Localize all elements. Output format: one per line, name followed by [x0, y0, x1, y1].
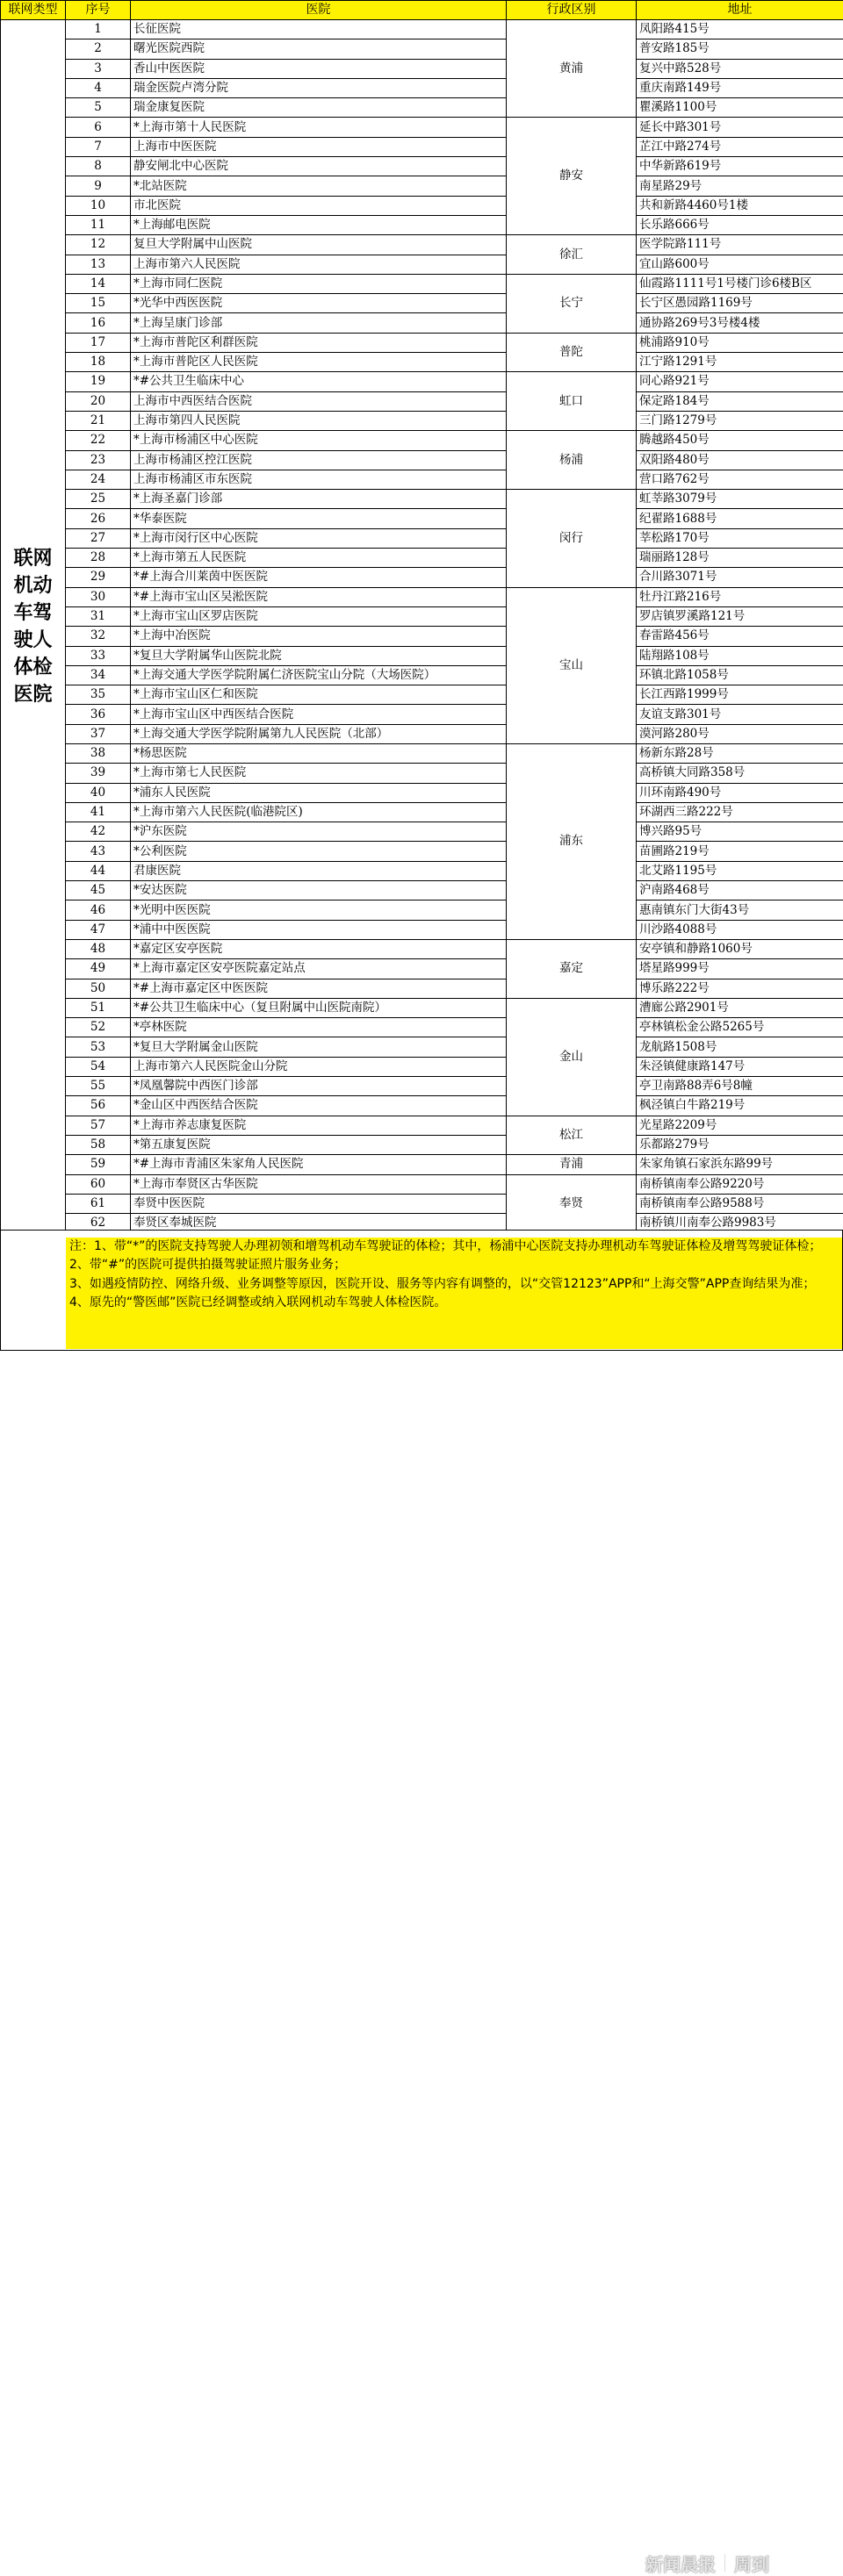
hospital-name: 复旦大学附属中山医院: [131, 235, 507, 255]
row-number: 48: [66, 939, 131, 958]
row-number: 46: [66, 901, 131, 920]
row-number: 45: [66, 881, 131, 901]
hospital-name: *上海市宝山区中西医结合医院: [131, 705, 507, 724]
table-row: [1, 1155, 843, 1174]
row-number: 28: [66, 549, 131, 568]
table-row: [1, 450, 843, 470]
note-line: 2、带“#”的医院可提供拍摄驾驶证照片服务业务；: [69, 1256, 839, 1274]
district-cell: 静安: [507, 118, 637, 235]
header-district: 行政区别: [507, 1, 637, 20]
hospital-name: *上海市同仁医院: [131, 274, 507, 293]
hospital-name: *复旦大学附属金山医院: [131, 1037, 507, 1057]
district-cell: 徐汇: [507, 235, 637, 275]
row-number: 4: [66, 78, 131, 97]
hospital-address: 普安路185号: [637, 39, 843, 59]
table-row: [1, 587, 843, 606]
hospital-name: 静安闸北中心医院: [131, 157, 507, 176]
hospital-address: 北艾路1195号: [637, 861, 843, 880]
hospital-address: 牡丹江路216号: [637, 587, 843, 606]
table-row: [1, 255, 843, 274]
table-row: [1, 196, 843, 215]
row-number: 9: [66, 176, 131, 196]
row-number: 57: [66, 1116, 131, 1135]
table-row: [1, 783, 843, 802]
table-row: [1, 979, 843, 998]
note-line: 3、如遇疫情防控、网络升级、业务调整等原因，医院开设、服务等内容有调整的，以“交管12123”APP和“上海交警”APP查询结果为准；: [69, 1275, 839, 1294]
row-number: 58: [66, 1135, 131, 1154]
table-row: [1, 294, 843, 313]
hospital-address: 腾越路450号: [637, 431, 843, 450]
table-row: [1, 391, 843, 411]
district-cell: 嘉定: [507, 939, 637, 998]
table-row: [1, 431, 843, 450]
table-row: [1, 235, 843, 255]
table-row: [1, 665, 843, 685]
row-number: 17: [66, 333, 131, 352]
hospital-name: *杨思医院: [131, 743, 507, 763]
hospital-address: 仙霞路1111号1号楼门诊6楼B区: [637, 274, 843, 293]
hospital-address: 枫泾镇白牛路219号: [637, 1096, 843, 1116]
table-row: [1, 1135, 843, 1154]
table-row: [1, 509, 843, 528]
table-row: [1, 490, 843, 509]
hospital-name: *上海邮电医院: [131, 215, 507, 234]
hospital-name: *亭林医院: [131, 1018, 507, 1037]
row-number: 15: [66, 294, 131, 313]
hospital-name: *华泰医院: [131, 509, 507, 528]
hospital-address: 凤阳路415号: [637, 20, 843, 39]
hospital-name: *公利医院: [131, 842, 507, 861]
row-number: 8: [66, 157, 131, 176]
district-cell: 金山: [507, 998, 637, 1116]
hospital-name: *上海交通大学医学院附属第九人民医院（北部）: [131, 724, 507, 743]
notes-text: [66, 1238, 842, 1349]
district-cell: 青浦: [507, 1155, 637, 1174]
hospital-name: *#公共卫生临床中心: [131, 372, 507, 391]
row-number: 22: [66, 431, 131, 450]
table-row: [1, 724, 843, 743]
row-number: 29: [66, 568, 131, 587]
hospital-name: *#上海市嘉定区中医医院: [131, 979, 507, 998]
hospital-name: *上海市嘉定区安亭医院嘉定站点: [131, 959, 507, 979]
district-cell: 杨浦: [507, 431, 637, 490]
table-row: [1, 861, 843, 880]
hospital-address: 光星路2209号: [637, 1116, 843, 1135]
row-number: 55: [66, 1077, 131, 1096]
hospital-address: 莘松路170号: [637, 528, 843, 548]
hospital-address: 长乐路666号: [637, 215, 843, 234]
table-row: [1, 1037, 843, 1057]
header-name: 医院: [131, 1, 507, 20]
hospital-address: 博兴路95号: [637, 822, 843, 842]
hospital-name: *#公共卫生临床中心（复旦附属中山医院南院）: [131, 998, 507, 1017]
row-number: 30: [66, 587, 131, 606]
hospital-address: 南桥镇南奉公路9220号: [637, 1174, 843, 1194]
table-row: [1, 959, 843, 979]
table-row: [1, 606, 843, 626]
table-row: [1, 1174, 843, 1194]
hospital-address: 杨新东路28号: [637, 743, 843, 763]
watermark-left: 新闻晨报: [645, 2551, 716, 2576]
row-number: 35: [66, 685, 131, 705]
hospital-address: 三门路1279号: [637, 411, 843, 430]
hospital-address: 重庆南路149号: [637, 78, 843, 97]
hospital-name: 奉贤区奉城医院: [131, 1214, 507, 1233]
table-row: [1, 842, 843, 861]
row-number: 6: [66, 118, 131, 137]
hospital-name: *#上海市宝山区吴淞医院: [131, 587, 507, 606]
hospital-name: *#上海合川莱茵中医医院: [131, 568, 507, 587]
hospital-address: 亭卫南路88弄6号8幢: [637, 1077, 843, 1096]
hospital-name: 瑞金医院卢湾分院: [131, 78, 507, 97]
row-number: 12: [66, 235, 131, 255]
hospital-name: *凤凰馨院中西医门诊部: [131, 1077, 507, 1096]
district-cell: 长宁: [507, 274, 637, 333]
district-cell: 松江: [507, 1116, 637, 1155]
hospital-address: 宜山路600号: [637, 255, 843, 274]
row-number: 56: [66, 1096, 131, 1116]
hospital-address: 博乐路222号: [637, 979, 843, 998]
note-line: 注：1、带“*”的医院支持驾驶人办理初领和增驾机动车驾驶证的体检；其中，杨浦中心医院支持办理机动车驾驶证体检及增驾驾驶证体检；: [69, 1238, 839, 1256]
hospital-address: 医学院路111号: [637, 235, 843, 255]
row-number: 42: [66, 822, 131, 842]
row-number: 49: [66, 959, 131, 979]
row-number: 16: [66, 313, 131, 333]
hospital-address: 龙航路1508号: [637, 1037, 843, 1057]
table-row: [1, 1057, 843, 1076]
hospital-address: 春雷路456号: [637, 627, 843, 646]
hospital-name: *上海市普陀区人民医院: [131, 353, 507, 372]
row-number: 23: [66, 450, 131, 470]
hospital-address: 长江西路1999号: [637, 685, 843, 705]
row-number: 24: [66, 470, 131, 489]
hospital-name: 上海市第四人民医院: [131, 411, 507, 430]
hospital-name: *上海市杨浦区中心医院: [131, 431, 507, 450]
table-row: [1, 568, 843, 587]
hospital-name: *上海市养志康复医院: [131, 1116, 507, 1135]
district-cell: 浦东: [507, 743, 637, 939]
hospital-address: 惠南镇东门大街43号: [637, 901, 843, 920]
hospital-address: 长宁区愚园路1169号: [637, 294, 843, 313]
hospital-address: 亭林镇松金公路5265号: [637, 1018, 843, 1037]
district-cell: 黄浦: [507, 20, 637, 118]
row-number: 13: [66, 255, 131, 274]
table-row: [1, 59, 843, 78]
hospital-address: 瑞丽路128号: [637, 549, 843, 568]
watermark-divider: [724, 2554, 725, 2572]
row-number: 53: [66, 1037, 131, 1057]
table-row: [1, 313, 843, 333]
table-row: [1, 118, 843, 137]
hospital-name: *金山区中西医结合医院: [131, 1096, 507, 1116]
table-row: [1, 998, 843, 1017]
table-row: [1, 764, 843, 783]
hospital-name: *上海市第十人民医院: [131, 118, 507, 137]
hospital-address: 陆翔路108号: [637, 646, 843, 665]
hospital-name: 上海市中西医结合医院: [131, 391, 507, 411]
row-number: 2: [66, 39, 131, 59]
row-number: 25: [66, 490, 131, 509]
hospital-address: 芷江中路274号: [637, 137, 843, 156]
header-type: 联网类型: [1, 1, 66, 20]
hospital-address: 罗店镇罗溪路121号: [637, 606, 843, 626]
table-row: [1, 157, 843, 176]
hospital-address: 合川路3071号: [637, 568, 843, 587]
row-number: 62: [66, 1214, 131, 1233]
hospital-address: 川环南路490号: [637, 783, 843, 802]
row-number: 10: [66, 196, 131, 215]
hospital-name: *上海市第七人民医院: [131, 764, 507, 783]
row-number: 59: [66, 1155, 131, 1174]
hospital-name: 君康医院: [131, 861, 507, 880]
row-number: 38: [66, 743, 131, 763]
hospital-name: 香山中医医院: [131, 59, 507, 78]
table-row: [1, 78, 843, 97]
table-row: [1, 411, 843, 430]
table-row: [1, 39, 843, 59]
hospital-name: *上海市闵行区中心医院: [131, 528, 507, 548]
hospital-name: *复旦大学附属华山医院北院: [131, 646, 507, 665]
hospital-name: *上海圣嘉门诊部: [131, 490, 507, 509]
table-row: [1, 743, 843, 763]
hospital-name: *上海呈康门诊部: [131, 313, 507, 333]
row-number: 41: [66, 802, 131, 822]
row-number: 51: [66, 998, 131, 1017]
table-row: [1, 705, 843, 724]
row-number: 50: [66, 979, 131, 998]
table-row: [1, 646, 843, 665]
hospital-name: *光华中西医医院: [131, 294, 507, 313]
note-line: 4、原先的“警医邮”医院已经调整或纳入联网机动车驾驶人体检医院。: [69, 1294, 839, 1312]
hospital-name: *光明中医医院: [131, 901, 507, 920]
hospital-name: *浦东人民医院: [131, 783, 507, 802]
row-number: 20: [66, 391, 131, 411]
hospital-name: *上海市宝山区仁和医院: [131, 685, 507, 705]
hospital-address: 塔星路999号: [637, 959, 843, 979]
row-number: 60: [66, 1174, 131, 1194]
table-row: [1, 333, 843, 352]
hospital-name: 曙光医院西院: [131, 39, 507, 59]
district-cell: 宝山: [507, 587, 637, 743]
row-number: 32: [66, 627, 131, 646]
hospital-name: *上海交通大学医学院附属仁济医院宝山分院（大场医院）: [131, 665, 507, 685]
hospital-name: 长征医院: [131, 20, 507, 39]
hospital-address: 瞿溪路1100号: [637, 98, 843, 118]
table-row: [1, 627, 843, 646]
table-row: [1, 137, 843, 156]
hospital-name: 瑞金康复医院: [131, 98, 507, 118]
hospital-name: *沪东医院: [131, 822, 507, 842]
row-number: 18: [66, 353, 131, 372]
row-number: 11: [66, 215, 131, 234]
table-row: [1, 939, 843, 958]
row-number: 37: [66, 724, 131, 743]
hospital-name: *上海市宝山区罗店医院: [131, 606, 507, 626]
table-row: [1, 1096, 843, 1116]
table-row: [1, 802, 843, 822]
row-number: 14: [66, 274, 131, 293]
district-cell: 普陀: [507, 333, 637, 372]
hospital-address: 南星路29号: [637, 176, 843, 196]
district-cell: 奉贤: [507, 1174, 637, 1233]
notes-box: [0, 1230, 843, 1351]
hospital-address: 纪翟路1688号: [637, 509, 843, 528]
hospital-name: 上海市第六人民医院: [131, 255, 507, 274]
row-number: 3: [66, 59, 131, 78]
hospital-name: 上海市中医医院: [131, 137, 507, 156]
hospital-name: *浦中中医医院: [131, 920, 507, 939]
table-row: [1, 1194, 843, 1213]
hospital-address: 南桥镇南奉公路9588号: [637, 1194, 843, 1213]
table-row: [1, 20, 843, 39]
hospital-name: 上海市杨浦区控江医院: [131, 450, 507, 470]
hospital-address: 中华新路619号: [637, 157, 843, 176]
header-num: 序号: [66, 1, 131, 20]
watermark-logo: [645, 2550, 837, 2576]
row-number: 5: [66, 98, 131, 118]
table-row: [1, 822, 843, 842]
row-number: 47: [66, 920, 131, 939]
hospital-address: 友谊支路301号: [637, 705, 843, 724]
row-number: 7: [66, 137, 131, 156]
hospital-address: 营口路762号: [637, 470, 843, 489]
header-row: [1, 1, 843, 20]
table-body: [1, 20, 843, 1233]
table-row: [1, 98, 843, 118]
row-number: 40: [66, 783, 131, 802]
hospital-address: 沪南路468号: [637, 881, 843, 901]
hospital-name: *#上海市青浦区朱家角人民医院: [131, 1155, 507, 1174]
district-cell: 闵行: [507, 490, 637, 587]
table-row: [1, 215, 843, 234]
table-row: [1, 176, 843, 196]
hospital-address: 漠河路280号: [637, 724, 843, 743]
hospital-table: [0, 0, 843, 1233]
row-number: 34: [66, 665, 131, 685]
hospital-address: 环镇北路1058号: [637, 665, 843, 685]
hospital-address: 朱家角镇石家浜东路99号: [637, 1155, 843, 1174]
hospital-name: 上海市第六人民医院金山分院: [131, 1057, 507, 1076]
table-row: [1, 274, 843, 293]
table-row: [1, 528, 843, 548]
hospital-address: 安亭镇和静路1060号: [637, 939, 843, 958]
hospital-address: 南桥镇川南奉公路9983号: [637, 1214, 843, 1233]
table-row: [1, 470, 843, 489]
hospital-name: 上海市杨浦区市东医院: [131, 470, 507, 489]
hospital-name: *上海市第六人民医院(临港院区): [131, 802, 507, 822]
row-number: 27: [66, 528, 131, 548]
hospital-address: 延长中路301号: [637, 118, 843, 137]
table-row: [1, 372, 843, 391]
table-row: [1, 881, 843, 901]
hospital-address: 川沙路4088号: [637, 920, 843, 939]
network-type-cell: 联网机动车驾驶人体检医院: [1, 20, 66, 1233]
hospital-address: 乐都路279号: [637, 1135, 843, 1154]
hospital-address: 苗圃路219号: [637, 842, 843, 861]
hospital-address: 环湖西三路222号: [637, 802, 843, 822]
table-row: [1, 1077, 843, 1096]
hospital-name: *第五康复医院: [131, 1135, 507, 1154]
hospital-address: 同心路921号: [637, 372, 843, 391]
row-number: 21: [66, 411, 131, 430]
hospital-name: 奉贤中医医院: [131, 1194, 507, 1213]
row-number: 54: [66, 1057, 131, 1076]
row-number: 33: [66, 646, 131, 665]
row-number: 39: [66, 764, 131, 783]
hospital-name: *安达医院: [131, 881, 507, 901]
hospital-address: 复兴中路528号: [637, 59, 843, 78]
hospital-address: 江宁路1291号: [637, 353, 843, 372]
table-row: [1, 901, 843, 920]
hospital-address: 桃浦路910号: [637, 333, 843, 352]
table-row: [1, 549, 843, 568]
hospital-name: *上海中冶医院: [131, 627, 507, 646]
row-number: 44: [66, 861, 131, 880]
row-number: 1: [66, 20, 131, 39]
header-address: 地址: [637, 1, 843, 20]
row-number: 26: [66, 509, 131, 528]
table-row: [1, 920, 843, 939]
hospital-address: 虹莘路3079号: [637, 490, 843, 509]
hospital-address: 漕廊公路2901号: [637, 998, 843, 1017]
hospital-name: *上海市奉贤区古华医院: [131, 1174, 507, 1194]
hospital-name: *北站医院: [131, 176, 507, 196]
hospital-address: 通协路269号3号楼4楼: [637, 313, 843, 333]
row-number: 61: [66, 1194, 131, 1213]
hospital-name: 市北医院: [131, 196, 507, 215]
row-number: 31: [66, 606, 131, 626]
row-number: 52: [66, 1018, 131, 1037]
hospital-name: *嘉定区安亭医院: [131, 939, 507, 958]
hospital-address: 高桥镇大同路358号: [637, 764, 843, 783]
table-row: [1, 1116, 843, 1135]
watermark-right: 周到: [734, 2551, 769, 2576]
hospital-name: *上海市第五人民医院: [131, 549, 507, 568]
hospital-address: 保定路184号: [637, 391, 843, 411]
row-number: 19: [66, 372, 131, 391]
hospital-address: 朱泾镇健康路147号: [637, 1057, 843, 1076]
hospital-name: *上海市普陀区利群医院: [131, 333, 507, 352]
hospital-address: 双阳路480号: [637, 450, 843, 470]
table-row: [1, 1018, 843, 1037]
row-number: 36: [66, 705, 131, 724]
table-row: [1, 685, 843, 705]
hospital-address: 共和新路4460号1楼: [637, 196, 843, 215]
district-cell: 虹口: [507, 372, 637, 431]
row-number: 43: [66, 842, 131, 861]
table-row: [1, 353, 843, 372]
